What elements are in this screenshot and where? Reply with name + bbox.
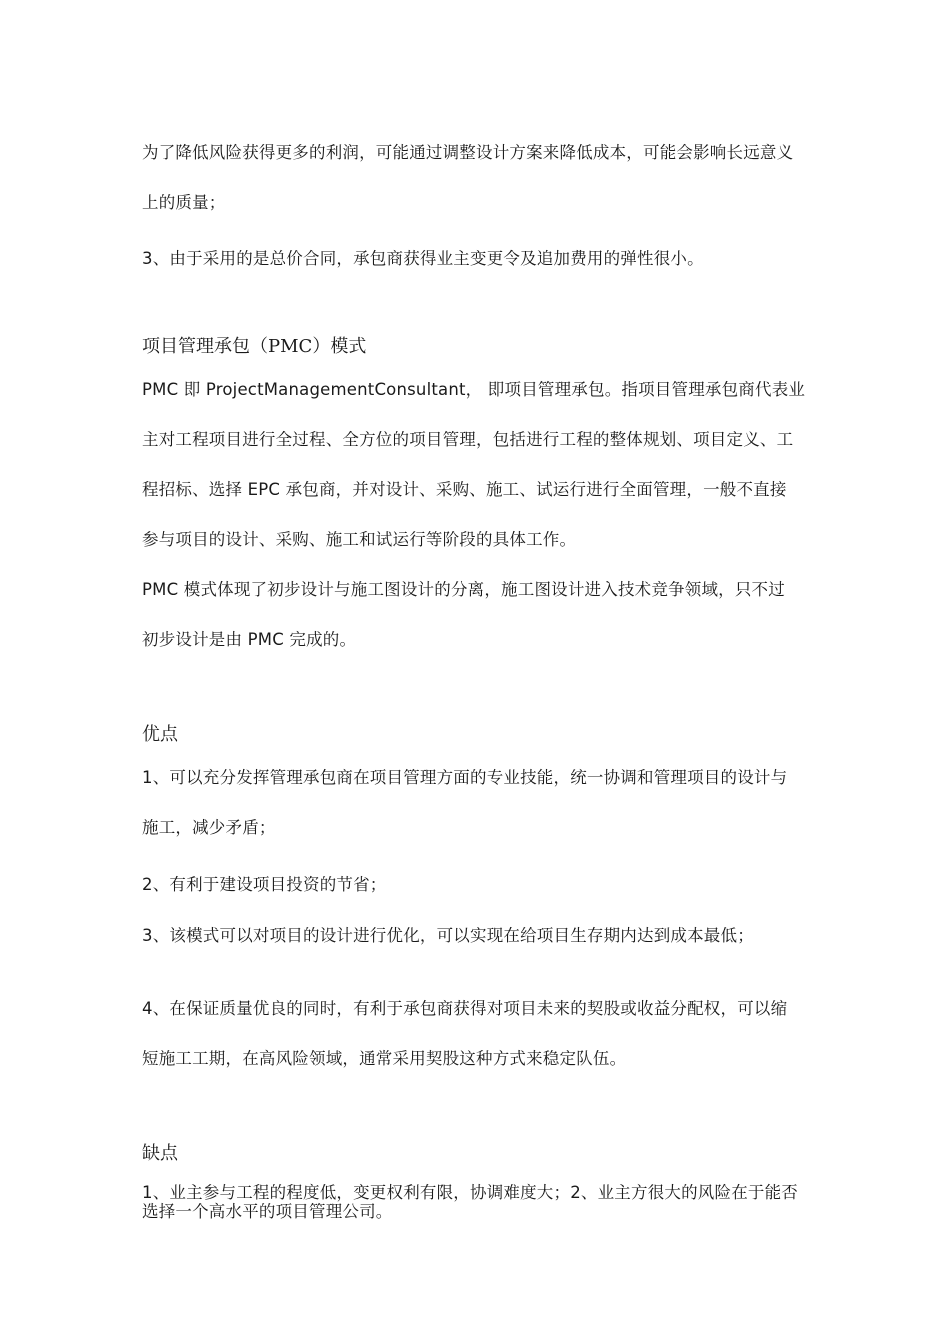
list-item: 4、在保证质量优良的同时，有利于承包商获得对项目未来的契股或收益分配权，可以缩 xyxy=(142,999,788,1018)
section-heading-advantages: 优点 xyxy=(142,724,178,745)
list-item: 2、有利于建设项目投资的节省； xyxy=(142,875,387,894)
paragraph-line: 初步设计是由 PMC 完成的。 xyxy=(142,630,357,649)
paragraph-line: 程招标、选择 EPC 承包商，并对设计、采购、施工、试运行进行全面管理，一般不直接 xyxy=(142,480,787,499)
paragraph-line: PMC 模式体现了初步设计与施工图设计的分离，施工图设计进入技术竞争领域，只不过 xyxy=(142,580,785,599)
list-item-continuation: 选择一个高水平的项目管理公司。 xyxy=(142,1202,393,1221)
paragraph-line: 参与项目的设计、采购、施工和试运行等阶段的具体工作。 xyxy=(142,530,577,549)
list-item-continuation: 短施工工期，在高风险领域，通常采用契股这种方式来稳定队伍。 xyxy=(142,1049,627,1068)
list-item: 3、该模式可以对项目的设计进行优化，可以实现在给项目生存期内达到成本最低； xyxy=(142,926,754,945)
list-item: 3、由于采用的是总价合同，承包商获得业主变更令及追加费用的弹性很小。 xyxy=(142,249,704,268)
list-item: 1、可以充分发挥管理承包商在项目管理方面的专业技能，统一协调和管理项目的设计与 xyxy=(142,768,788,787)
section-heading-pmc: 项目管理承包（PMC）模式 xyxy=(142,336,367,357)
section-heading-disadvantages: 缺点 xyxy=(142,1143,178,1164)
paragraph-line: 主对工程项目进行全过程、全方位的项目管理，包括进行工程的整体规划、项目定义、工 xyxy=(142,430,794,449)
paragraph-line: 为了降低风险获得更多的利润，可能通过调整设计方案来降低成本，可能会影响长远意义 xyxy=(142,143,794,162)
list-item-continuation: 施工，减少矛盾； xyxy=(142,818,276,837)
paragraph-line: PMC 即 ProjectManagementConsultant， 即项目管理承包。指项目管理承包商代表业 xyxy=(142,380,806,399)
paragraph-line: 上的质量； xyxy=(142,193,226,212)
list-item: 1、业主参与工程的程度低，变更权利有限，协调难度大；2、业主方很大的风险在于能否 xyxy=(142,1183,798,1202)
